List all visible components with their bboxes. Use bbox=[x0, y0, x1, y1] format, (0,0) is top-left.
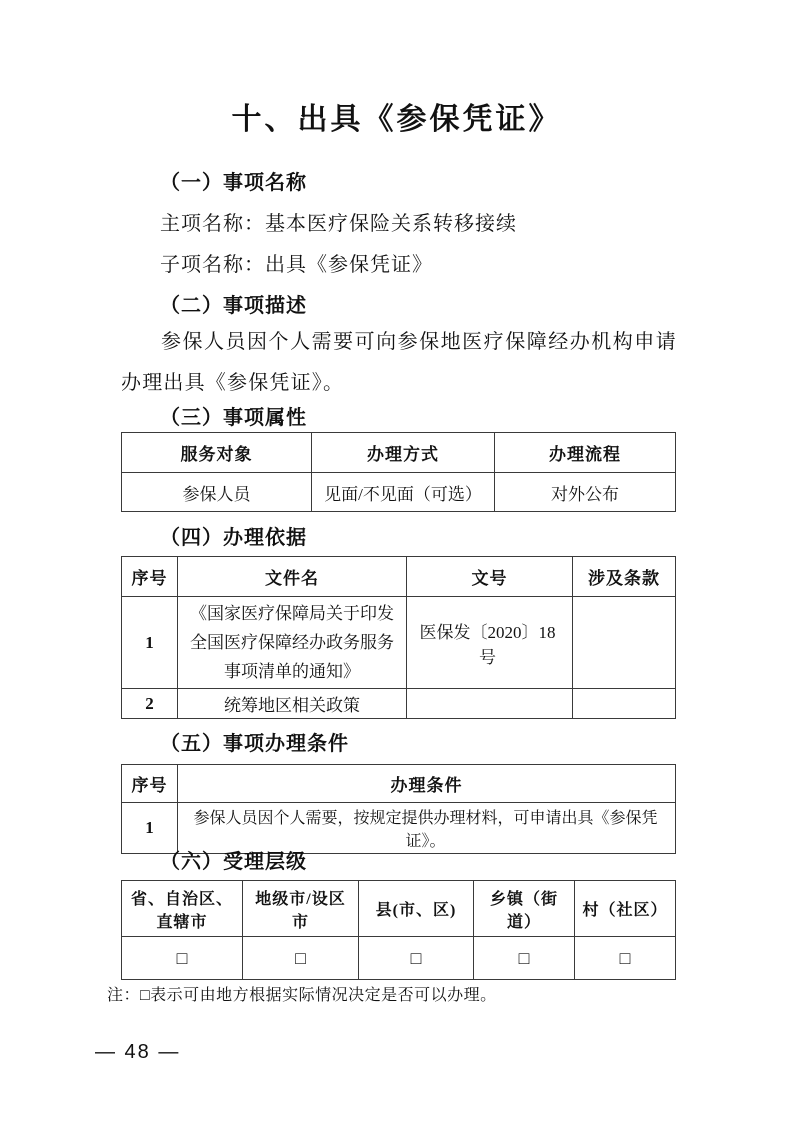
table-cell-service-target: 参保人员 bbox=[122, 473, 312, 512]
table-row bbox=[122, 689, 676, 719]
basis-table bbox=[121, 556, 676, 719]
section-heading-item-name: （一）事项名称 bbox=[160, 172, 307, 194]
column-header-service-target: 服务对象 bbox=[122, 433, 312, 473]
column-header-city: 地级市/设区市 bbox=[243, 881, 359, 937]
section-heading-item-description: （二）事项描述 bbox=[160, 295, 307, 317]
item-description-text: 参保人员因个人需要可向参保地医疗保障经办机构申请办理出具《参保凭证》。 bbox=[121, 331, 677, 394]
checkbox-unchecked-icon: □ bbox=[176, 947, 188, 968]
table-row bbox=[122, 937, 676, 980]
column-header-handling-mode: 办理方式 bbox=[312, 433, 495, 473]
section-heading-handling-basis: （四）办理依据 bbox=[160, 527, 307, 549]
table-cell-handling-flow: 对外公布 bbox=[495, 473, 676, 512]
checkbox-unchecked-icon: □ bbox=[518, 947, 530, 968]
sub-item-name-text: 子项名称：出具《参保凭证》 bbox=[160, 254, 433, 276]
column-header-province: 省、自治区、直辖市 bbox=[122, 881, 243, 937]
column-header-condition: 办理条件 bbox=[178, 765, 676, 803]
section-heading-item-attributes: （三）事项属性 bbox=[160, 407, 307, 429]
column-header-document-name: 文件名 bbox=[178, 557, 407, 597]
table-header-row bbox=[122, 557, 676, 597]
column-header-clauses: 涉及条款 bbox=[573, 557, 676, 597]
table-cell-number: 1 bbox=[122, 803, 178, 854]
column-header-village: 村（社区） bbox=[575, 881, 676, 937]
table-cell-city-checkbox bbox=[243, 937, 359, 980]
section-heading-handling-conditions: （五）事项办理条件 bbox=[160, 733, 349, 755]
table-cell-village-checkbox bbox=[575, 937, 676, 980]
table-header-row bbox=[122, 881, 676, 937]
page-title: 十、出具《参保凭证》 bbox=[231, 103, 562, 136]
column-header-document-ref: 文号 bbox=[407, 557, 573, 597]
levels-note-text: 注：□表示可由地方根据实际情况决定是否可以办理。 bbox=[107, 987, 497, 1004]
column-header-county: 县(市、区) bbox=[359, 881, 474, 937]
table-row bbox=[122, 597, 676, 689]
table-cell-province-checkbox bbox=[122, 937, 243, 980]
table-cell-handling-mode: 见面/不见面（可选） bbox=[312, 473, 495, 512]
table-cell-document-ref: 医保发〔2020〕18 号 bbox=[407, 597, 573, 689]
column-header-township: 乡镇（街道） bbox=[474, 881, 575, 937]
table-cell-number: 1 bbox=[122, 597, 178, 689]
levels-table bbox=[121, 880, 676, 980]
table-cell-document-name: 《国家医疗保障局关于印发全国医疗保障经办政务服务事项清单的通知》 bbox=[178, 597, 407, 689]
table-cell-number: 2 bbox=[122, 689, 178, 719]
column-header-number: 序号 bbox=[122, 557, 178, 597]
table-cell-township-checkbox bbox=[474, 937, 575, 980]
table-cell-condition: 参保人员因个人需要，按规定提供办理材料，可申请出具《参保凭证》。 bbox=[178, 803, 676, 854]
table-cell-county-checkbox bbox=[359, 937, 474, 980]
section-heading-acceptance-levels: （六）受理层级 bbox=[160, 851, 307, 873]
table-cell-clauses bbox=[573, 689, 676, 719]
table-cell-document-ref bbox=[407, 689, 573, 719]
table-cell-clauses bbox=[573, 597, 676, 689]
table-row bbox=[122, 473, 676, 512]
page-number: — 48 — bbox=[95, 1041, 181, 1063]
column-header-number: 序号 bbox=[122, 765, 178, 803]
column-header-handling-flow: 办理流程 bbox=[495, 433, 676, 473]
checkbox-unchecked-icon: □ bbox=[295, 947, 306, 968]
table-header-row bbox=[122, 433, 676, 473]
main-item-name-text: 主项名称：基本医疗保险关系转移接续 bbox=[160, 213, 517, 235]
conditions-table bbox=[121, 764, 676, 854]
table-cell-document-name: 统筹地区相关政策 bbox=[178, 689, 407, 719]
checkbox-unchecked-icon: □ bbox=[410, 947, 422, 968]
checkbox-unchecked-icon: □ bbox=[619, 947, 631, 968]
table-header-row bbox=[122, 765, 676, 803]
attributes-table bbox=[121, 432, 676, 512]
